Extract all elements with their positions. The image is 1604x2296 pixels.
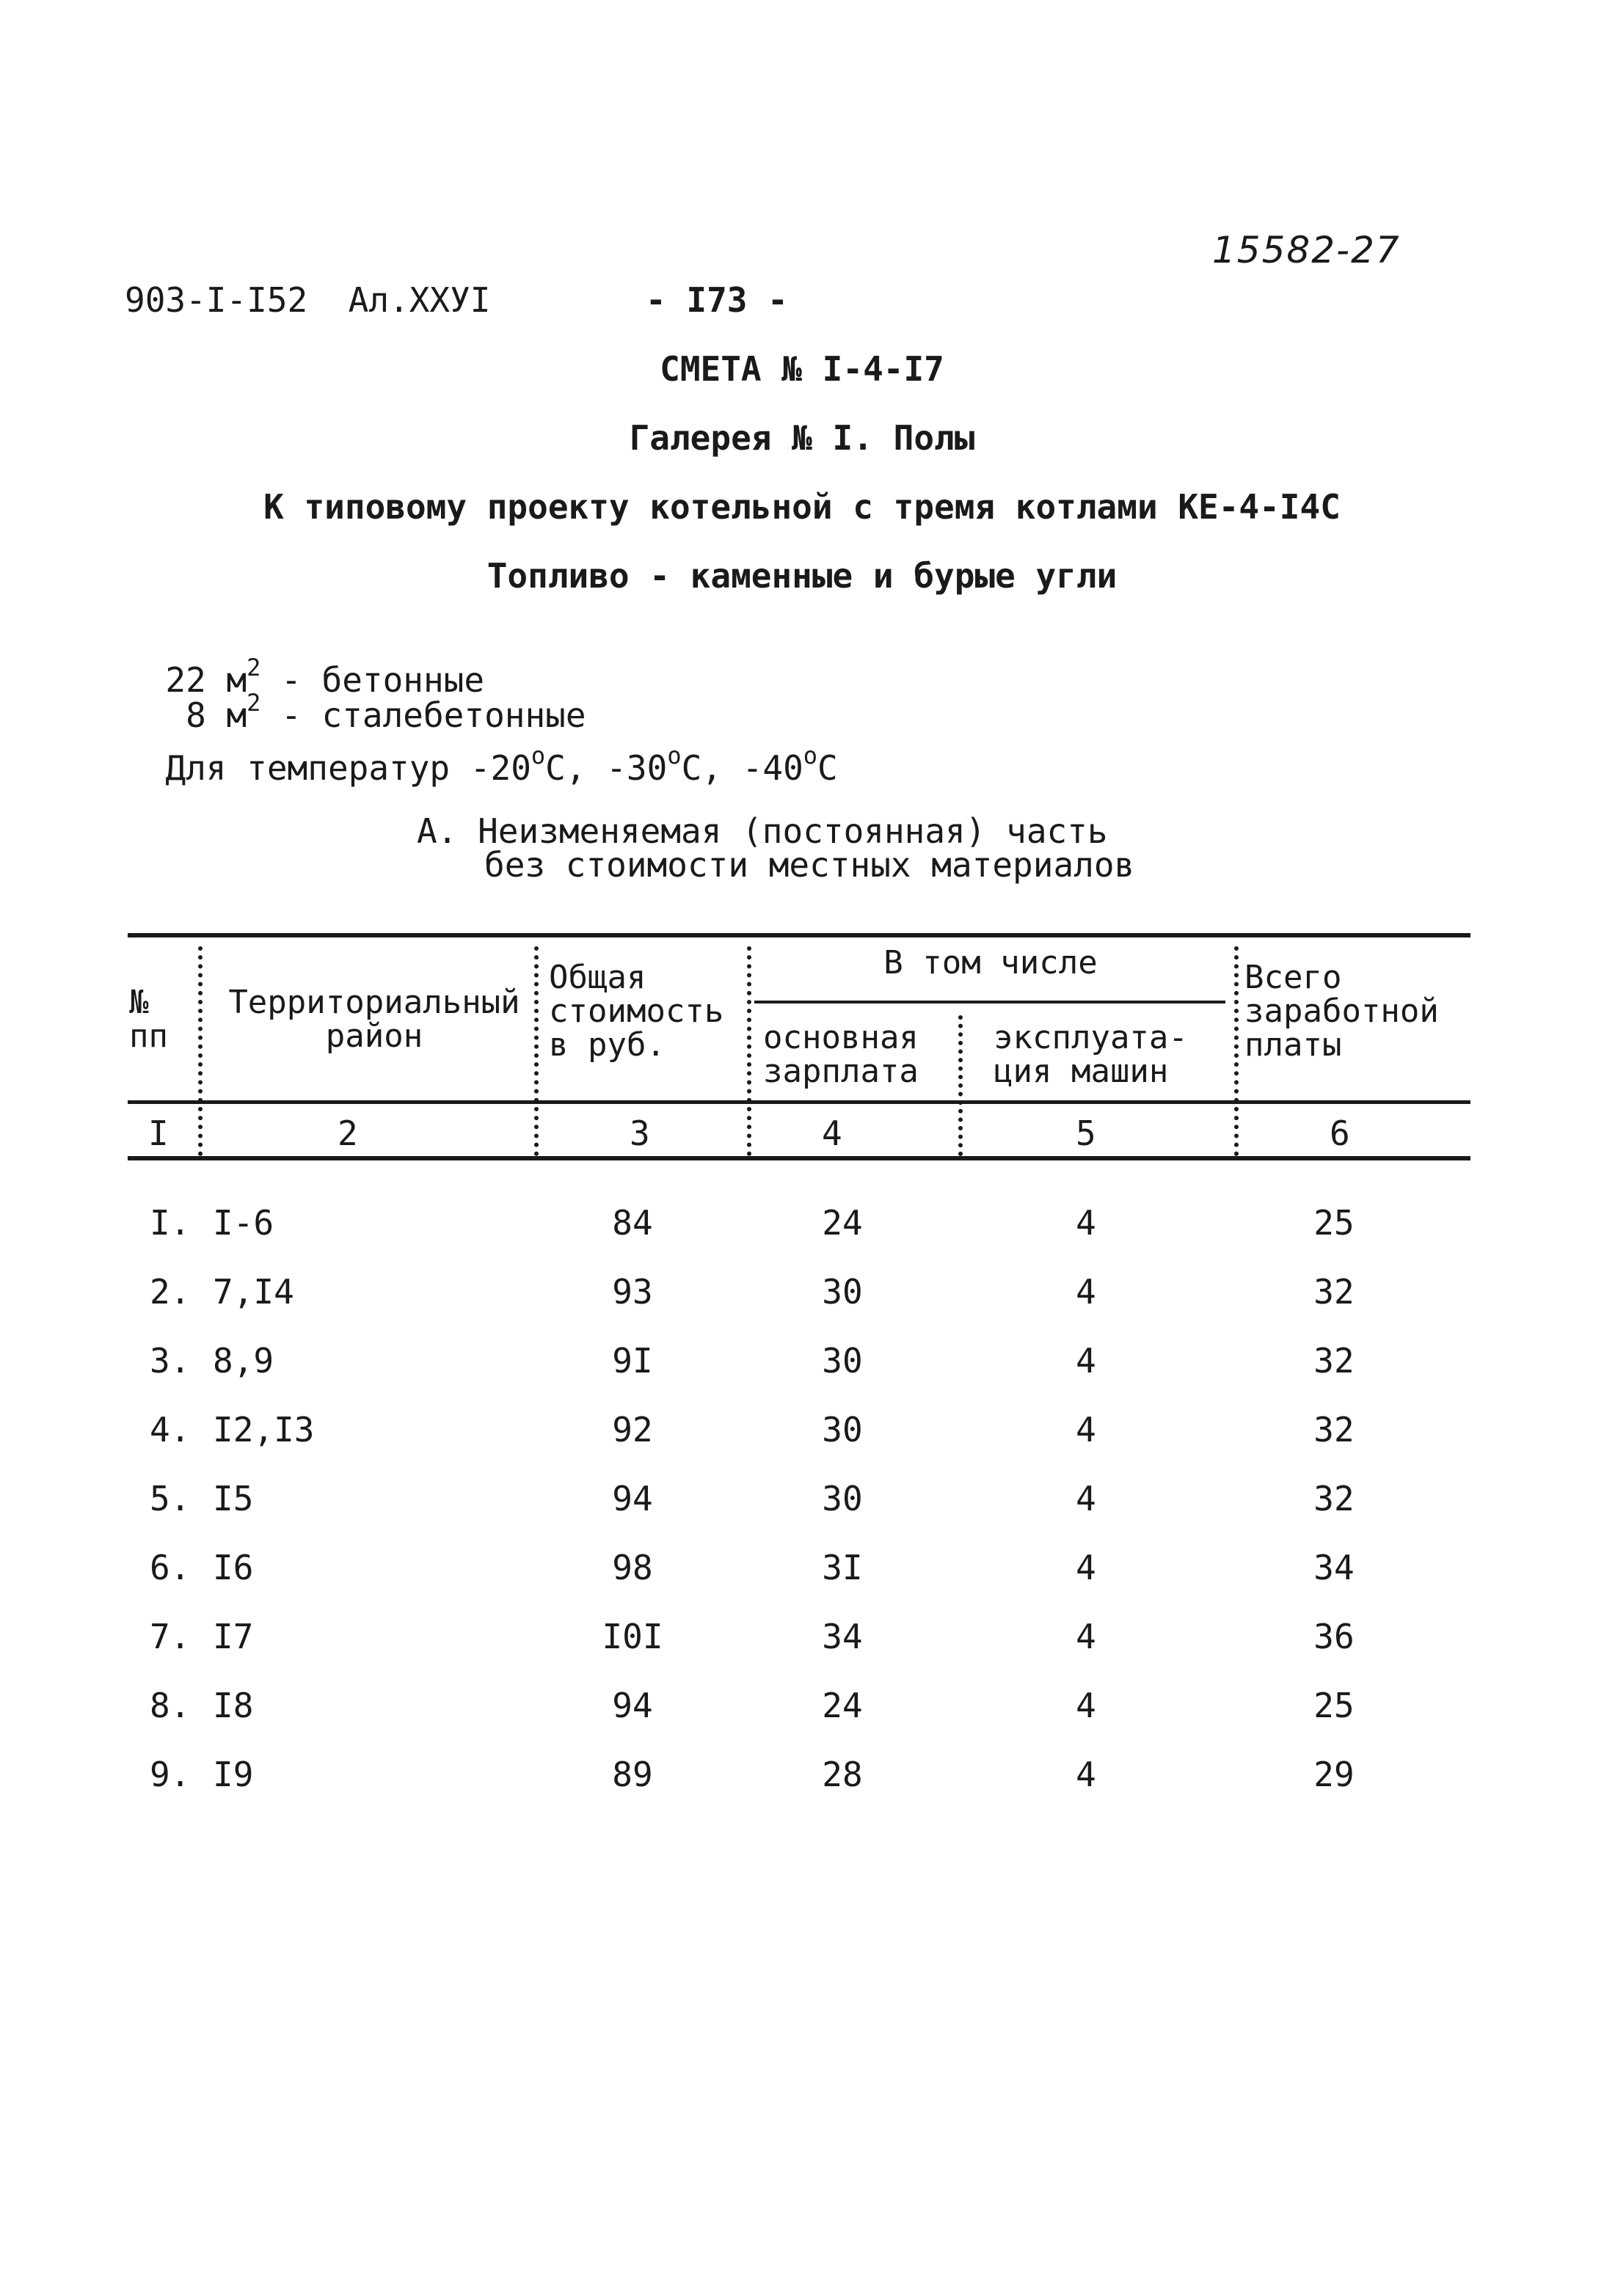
salary-cell: 30 (822, 1272, 863, 1312)
document-subtitle: Галерея № I. Полы (629, 418, 975, 458)
total-cost-cell: 89 (612, 1755, 653, 1794)
project-line: К типовому проекту котельной с тремя котлами КЕ-4-I4С (263, 487, 1341, 527)
column-divider (747, 946, 751, 1156)
total-cost-cell: 9I (612, 1341, 653, 1381)
row-number: 4. (150, 1410, 191, 1449)
machines-cell: 4 (1076, 1410, 1096, 1449)
salary-cell: 24 (822, 1686, 863, 1725)
machines-cell: 4 (1076, 1272, 1096, 1312)
column-divider (1234, 946, 1239, 1156)
wages-cell: 32 (1313, 1272, 1355, 1312)
salary-cell: 3I (822, 1548, 863, 1587)
row-number: 6. (150, 1548, 191, 1587)
row-number: 5. (150, 1479, 191, 1518)
salary-cell: 30 (822, 1341, 863, 1381)
region-cell: I5 (213, 1479, 254, 1518)
wages-cell: 32 (1313, 1341, 1355, 1381)
machines-cell: 4 (1076, 1548, 1096, 1587)
total-cost-cell: 94 (612, 1479, 653, 1518)
row-number: 8. (150, 1686, 191, 1725)
row-number: 7. (150, 1617, 191, 1656)
total-cost-cell: I0I (602, 1617, 663, 1656)
table-top-rule (128, 933, 1470, 937)
wages-cell: 25 (1313, 1203, 1355, 1243)
region-cell: I8 (213, 1686, 254, 1725)
header-num: № пп (129, 984, 168, 1055)
handwritten-code: 15582-27 (1212, 229, 1401, 271)
area-line-concrete: 22 $м^2$ - бетонные (165, 654, 485, 700)
wages-cell: 29 (1313, 1755, 1355, 1794)
total-cost-cell: 92 (612, 1410, 653, 1449)
machines-cell: 4 (1076, 1686, 1096, 1725)
header-base-salary: основная зарплата (763, 1019, 919, 1090)
column-number: 6 (1330, 1114, 1350, 1153)
column-number: 2 (338, 1114, 358, 1153)
machines-cell: 4 (1076, 1479, 1096, 1518)
section-title-line2: без стоимости местных материалов (484, 845, 1135, 885)
region-cell: 8,9 (213, 1341, 274, 1381)
region-cell: I6 (213, 1548, 254, 1587)
region-cell: I-6 (213, 1203, 274, 1243)
region-cell: I2,I3 (213, 1410, 315, 1449)
machines-cell: 4 (1076, 1755, 1096, 1794)
machines-cell: 4 (1076, 1341, 1096, 1381)
total-cost-cell: 93 (612, 1272, 653, 1312)
salary-cell: 28 (822, 1755, 863, 1794)
column-numbers-rule (128, 1156, 1470, 1160)
page-number: - I73 - (646, 280, 788, 320)
area-line-steel-concrete: 8 $м^2$ - сталебетонные (165, 689, 586, 735)
header-total-wages: Всего заработной платы (1244, 959, 1439, 1064)
total-cost-cell: 94 (612, 1686, 653, 1725)
salary-cell: 34 (822, 1617, 863, 1656)
total-cost-cell: 98 (612, 1548, 653, 1587)
column-number: 5 (1076, 1114, 1096, 1153)
wages-cell: 25 (1313, 1686, 1355, 1725)
column-number: 3 (630, 1114, 650, 1153)
wages-cell: 32 (1313, 1479, 1355, 1518)
header-split-rule (754, 1001, 1225, 1003)
temperatures-line: Для температур $-20^оС$, $-30^оС$, $-40^оС$ (165, 742, 838, 788)
header-machine-operation: эксплуата- ция машин (994, 1019, 1188, 1090)
column-divider (958, 1015, 963, 1156)
row-number: 2. (150, 1272, 191, 1312)
fuel-line: Топливо - каменные и бурые угли (486, 556, 1118, 596)
region-cell: 7,I4 (213, 1272, 294, 1312)
row-number: 3. (150, 1341, 191, 1381)
column-number: I (148, 1114, 169, 1153)
salary-cell: 24 (822, 1203, 863, 1243)
document-code: 903-I-I52 Ал.ХХУI (125, 280, 491, 320)
total-cost-cell: 84 (612, 1203, 653, 1243)
section-title-line1: А. Неизменяемая (постоянная) часть (417, 811, 1108, 851)
header-bottom-rule (128, 1100, 1470, 1104)
header-total-cost: Общая стоимость в руб. (549, 959, 724, 1064)
salary-cell: 30 (822, 1479, 863, 1518)
header-region: Территориальный район (228, 984, 520, 1055)
machines-cell: 4 (1076, 1203, 1096, 1243)
row-number: I. (150, 1203, 191, 1243)
column-divider (198, 946, 203, 1156)
wages-cell: 36 (1313, 1617, 1355, 1656)
row-number: 9. (150, 1755, 191, 1794)
salary-cell: 30 (822, 1410, 863, 1449)
wages-cell: 34 (1313, 1548, 1355, 1587)
document-title: СМЕТА № I-4-I7 (660, 349, 944, 389)
region-cell: I9 (213, 1755, 254, 1794)
region-cell: I7 (213, 1617, 254, 1656)
machines-cell: 4 (1076, 1617, 1096, 1656)
wages-cell: 32 (1313, 1410, 1355, 1449)
column-number: 4 (822, 1114, 842, 1153)
header-including: В том числе (883, 944, 1098, 981)
